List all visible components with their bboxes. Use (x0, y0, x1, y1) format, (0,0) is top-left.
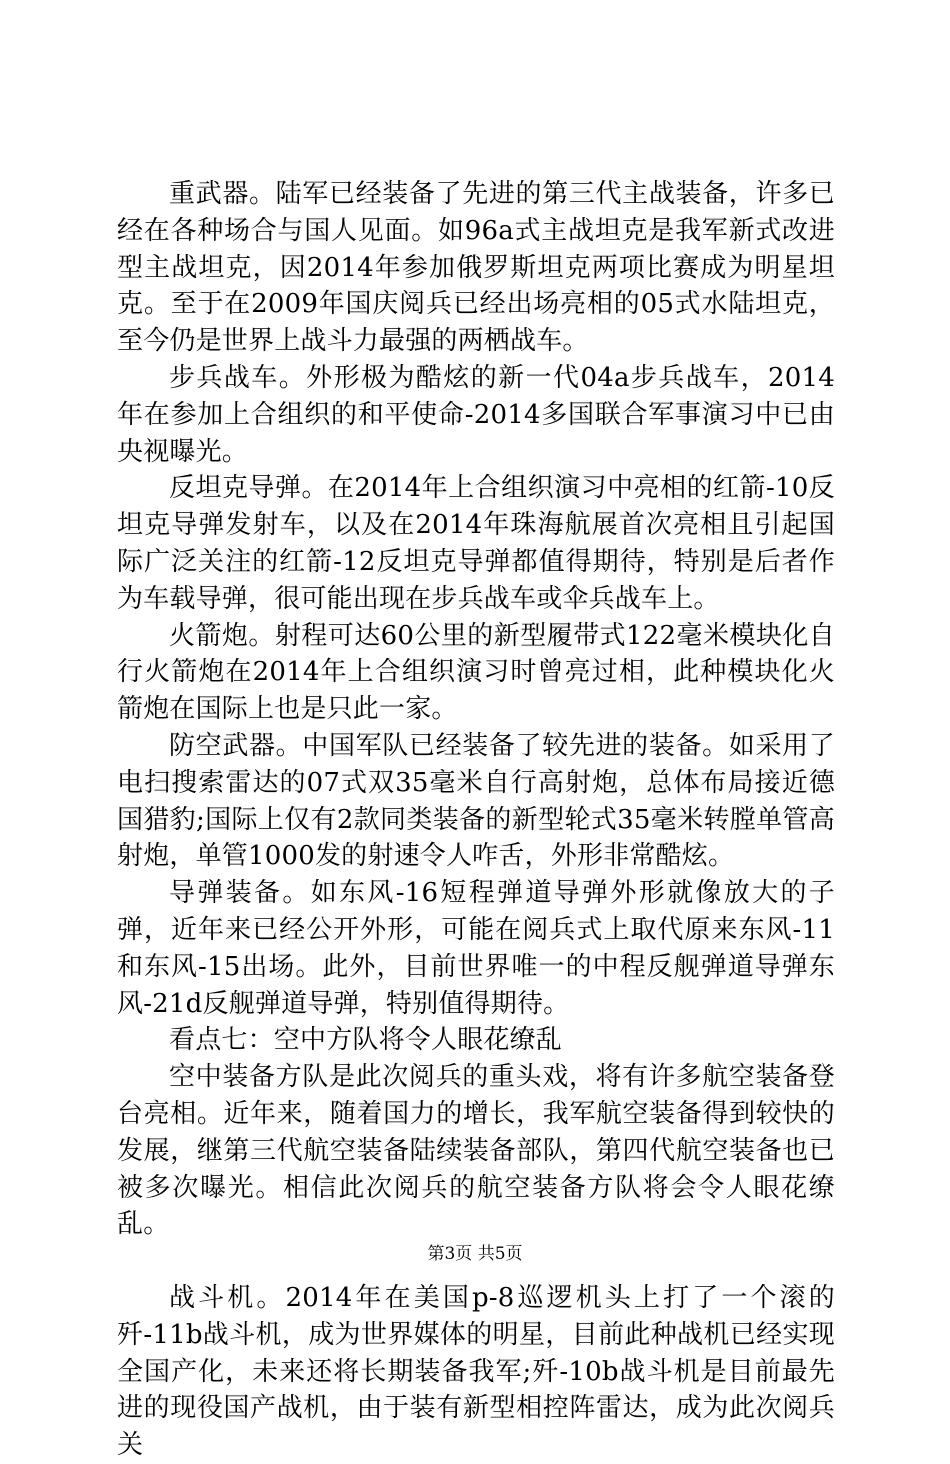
document-body (117, 176, 835, 1464)
paragraph-rocket-artillery: 火箭炮。射程可达60公里的新型履带式122毫米模块化自行火箭炮在2014年上合组织演习时曾亮过相，此种模块化火箭炮在国际上也是只此一家。 (117, 620, 835, 725)
paragraph-missile-equipment: 导弹装备。如东风-16短程弹道导弹外形就像放大的子弹，近年来已经公开外形，可能在阅兵式上取代原来东风-11和东风-15出场。此外，目前世界唯一的中程反舰弹道导弹东风-21d反舰弹道导弹，特别值得期待。 (117, 878, 835, 1019)
section-heading-air-formation: 看点七：空中方队将令人眼花缭乱 (169, 1025, 563, 1056)
paragraph-fighter-jets: 战斗机。2014年在美国p-8巡逻机头上打了一个滚的歼-11b战斗机，成为世界媒体的明星，目前此种战机已经实现全国产化，未来还将长期装备我军;歼-10b战斗机是目前最先进的现役国产战机，由于装有新型相控阵雷达，成为此次阅兵关 (117, 1282, 835, 1461)
paragraph-anti-tank-missiles: 反坦克导弹。在2014年上合组织演习中亮相的红箭-10反坦克导弹发射车，以及在2014年珠海航展首次亮相且引起国际广泛关注的红箭-12反坦克导弹都值得期待，特别是后者作为车载导弹，很可能出现在步兵战车或伞兵战车上。 (117, 473, 835, 614)
paragraph-heavy-weapons: 重武器。陆军已经装备了先进的第三代主战装备，许多已经在各种场合与国人见面。如96a式主战坦克是我军新式改进型主战坦克，因2014年参加俄罗斯坦克两项比赛成为明星坦克。至于在2009年国庆阅兵已经出场亮相的05式水陆坦克，至今仍是世界上战斗力最强的两栖战车。 (117, 179, 835, 357)
paragraph-air-defense: 防空武器。中国军队已经装备了较先进的装备。如采用了电扫搜索雷达的07式双35毫米自行高射炮，总体布局接近德国猎豹;国际上仅有2款同类装备的新型轮式35毫米转膛单管高射炮，单管1000发的射速令人咋舌，外形非常酷炫。 (117, 730, 835, 872)
page-footer (0, 1244, 950, 1264)
paragraph-air-formation: 空中装备方队是此次阅兵的重头戏，将有许多航空装备登台亮相。近年来，随着国力的增长，我军航空装备得到较快的发展，继第三代航空装备陆续装备部队，第四代航空装备也已被多次曝光。相信此次阅兵的航空装备方队将会令人眼花缭乱。 (117, 1062, 835, 1240)
page-number-label: 第3页 共5页 (427, 1244, 523, 1264)
paragraph-infantry-vehicles: 步兵战车。外形极为酷炫的新一代04a步兵战车，2014年在参加上合组织的和平使命-2014多国联合军事演习中已由央视曝光。 (117, 362, 835, 467)
